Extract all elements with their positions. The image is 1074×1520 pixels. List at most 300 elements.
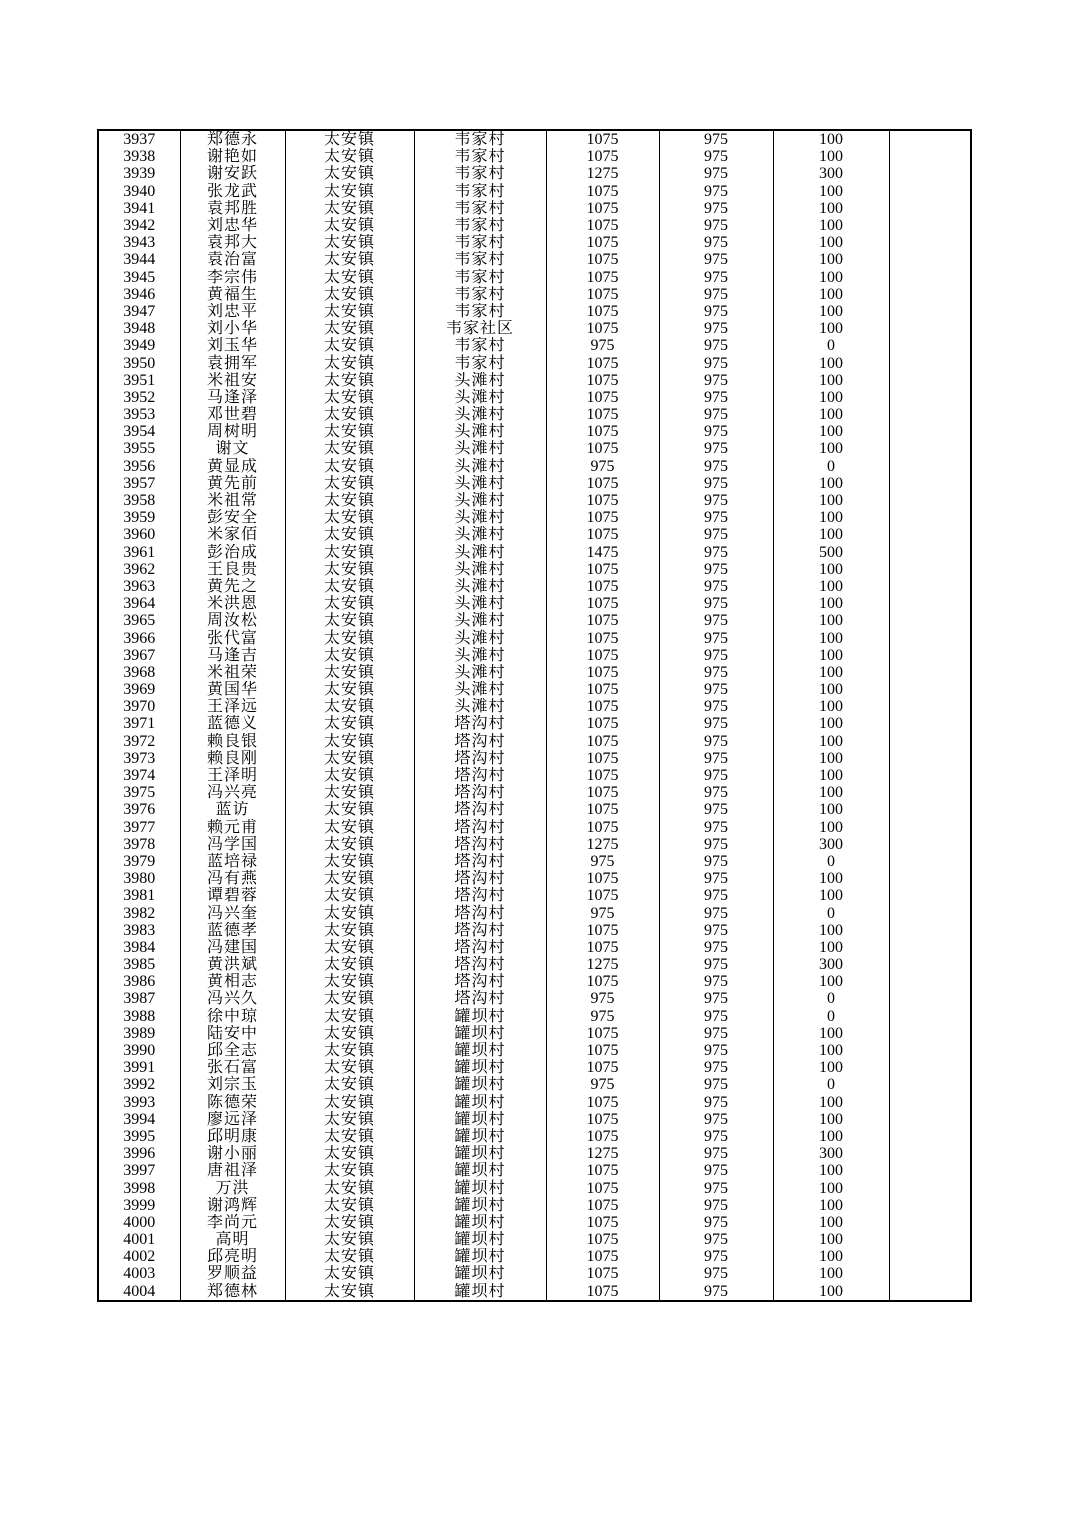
amount-b-cell: 975 [659, 561, 773, 578]
amount-a-cell: 1075 [546, 183, 659, 200]
village-cell: 头滩村 [414, 492, 546, 509]
amount-b-cell: 975 [659, 973, 773, 990]
difference-cell: 100 [773, 1059, 889, 1076]
village-cell: 头滩村 [414, 423, 546, 440]
town-cell: 太安镇 [285, 767, 414, 784]
town-cell: 太安镇 [285, 440, 414, 457]
amount-a-cell: 1075 [546, 269, 659, 286]
amount-a-cell: 1075 [546, 767, 659, 784]
table-row [98, 251, 971, 268]
amount-a-cell: 975 [546, 337, 659, 354]
name-cell: 米祖安 [180, 372, 285, 389]
serial-cell: 3974 [98, 767, 180, 784]
difference-cell: 100 [773, 1248, 889, 1265]
serial-cell: 3978 [98, 836, 180, 853]
village-cell: 罐坝村 [414, 1111, 546, 1128]
difference-cell: 100 [773, 148, 889, 165]
remark-cell [889, 578, 971, 595]
table-row [98, 904, 971, 921]
name-cell: 冯兴亮 [180, 784, 285, 801]
town-cell: 太安镇 [285, 956, 414, 973]
town-cell: 太安镇 [285, 1111, 414, 1128]
town-cell: 太安镇 [285, 544, 414, 561]
difference-cell: 100 [773, 1042, 889, 1059]
name-cell: 郑德永 [180, 130, 285, 148]
name-cell: 赖良银 [180, 733, 285, 750]
village-cell: 韦家村 [414, 354, 546, 371]
difference-cell: 0 [773, 458, 889, 475]
amount-a-cell: 1075 [546, 801, 659, 818]
remark-cell [889, 973, 971, 990]
amount-b-cell: 975 [659, 492, 773, 509]
village-cell: 韦家村 [414, 303, 546, 320]
name-cell: 王泽远 [180, 698, 285, 715]
difference-cell: 100 [773, 819, 889, 836]
name-cell: 冯兴奎 [180, 904, 285, 921]
town-cell: 太安镇 [285, 148, 414, 165]
table-row [98, 836, 971, 853]
table-row [98, 423, 971, 440]
difference-cell: 100 [773, 1111, 889, 1128]
name-cell: 邱全志 [180, 1042, 285, 1059]
serial-cell: 3972 [98, 733, 180, 750]
amount-b-cell: 975 [659, 1231, 773, 1248]
amount-b-cell: 975 [659, 475, 773, 492]
table-row [98, 973, 971, 990]
name-cell: 王泽明 [180, 767, 285, 784]
village-cell: 头滩村 [414, 578, 546, 595]
name-cell: 米洪恩 [180, 595, 285, 612]
table-row [98, 853, 971, 870]
village-cell: 罐坝村 [414, 1197, 546, 1214]
town-cell: 太安镇 [285, 664, 414, 681]
remark-cell [889, 887, 971, 904]
town-cell: 太安镇 [285, 165, 414, 182]
name-cell: 冯有燕 [180, 870, 285, 887]
table-row [98, 130, 971, 148]
amount-a-cell: 1075 [546, 681, 659, 698]
town-cell: 太安镇 [285, 406, 414, 423]
difference-cell: 100 [773, 767, 889, 784]
serial-cell: 3976 [98, 801, 180, 818]
table-row [98, 1059, 971, 1076]
amount-b-cell: 975 [659, 217, 773, 234]
town-cell: 太安镇 [285, 1025, 414, 1042]
remark-cell [889, 767, 971, 784]
town-cell: 太安镇 [285, 1179, 414, 1196]
serial-cell: 3951 [98, 372, 180, 389]
remark-cell [889, 1128, 971, 1145]
village-cell: 韦家村 [414, 269, 546, 286]
remark-cell [889, 389, 971, 406]
amount-a-cell: 1075 [546, 200, 659, 217]
name-cell: 高明 [180, 1231, 285, 1248]
village-cell: 罐坝村 [414, 1179, 546, 1196]
serial-cell: 3940 [98, 183, 180, 200]
village-cell: 罐坝村 [414, 1094, 546, 1111]
remark-cell [889, 1094, 971, 1111]
amount-b-cell: 975 [659, 1162, 773, 1179]
remark-cell [889, 372, 971, 389]
table-row [98, 629, 971, 646]
amount-a-cell: 975 [546, 990, 659, 1007]
amount-b-cell: 975 [659, 939, 773, 956]
amount-b-cell: 975 [659, 853, 773, 870]
amount-a-cell: 975 [546, 904, 659, 921]
remark-cell [889, 904, 971, 921]
difference-cell: 500 [773, 544, 889, 561]
village-cell: 罐坝村 [414, 1214, 546, 1231]
remark-cell [889, 458, 971, 475]
amount-b-cell: 975 [659, 200, 773, 217]
town-cell: 太安镇 [285, 423, 414, 440]
amount-b-cell: 975 [659, 354, 773, 371]
serial-cell: 3979 [98, 853, 180, 870]
table-row [98, 544, 971, 561]
amount-a-cell: 1075 [546, 595, 659, 612]
name-cell: 冯建国 [180, 939, 285, 956]
name-cell: 彭治成 [180, 544, 285, 561]
village-cell: 罐坝村 [414, 1128, 546, 1145]
remark-cell [889, 1231, 971, 1248]
village-cell: 头滩村 [414, 664, 546, 681]
remark-cell [889, 1042, 971, 1059]
name-cell: 袁治富 [180, 251, 285, 268]
serial-cell: 3998 [98, 1179, 180, 1196]
difference-cell: 100 [773, 1214, 889, 1231]
serial-cell: 3938 [98, 148, 180, 165]
remark-cell [889, 286, 971, 303]
amount-a-cell: 1075 [546, 1042, 659, 1059]
village-cell: 头滩村 [414, 629, 546, 646]
amount-a-cell: 1075 [546, 475, 659, 492]
village-cell: 韦家村 [414, 183, 546, 200]
town-cell: 太安镇 [285, 337, 414, 354]
village-cell: 韦家村 [414, 148, 546, 165]
village-cell: 塔沟村 [414, 990, 546, 1007]
town-cell: 太安镇 [285, 475, 414, 492]
remark-cell [889, 200, 971, 217]
remark-cell [889, 303, 971, 320]
town-cell: 太安镇 [285, 853, 414, 870]
village-cell: 头滩村 [414, 475, 546, 492]
town-cell: 太安镇 [285, 320, 414, 337]
name-cell: 米家佰 [180, 526, 285, 543]
remark-cell [889, 939, 971, 956]
serial-cell: 3992 [98, 1076, 180, 1093]
difference-cell: 100 [773, 715, 889, 732]
amount-b-cell: 975 [659, 130, 773, 148]
serial-cell: 4000 [98, 1214, 180, 1231]
village-cell: 罐坝村 [414, 1248, 546, 1265]
remark-cell [889, 183, 971, 200]
village-cell: 韦家社区 [414, 320, 546, 337]
amount-b-cell: 975 [659, 320, 773, 337]
amount-b-cell: 975 [659, 1265, 773, 1282]
remark-cell [889, 629, 971, 646]
town-cell: 太安镇 [285, 251, 414, 268]
remark-cell [889, 148, 971, 165]
village-cell: 头滩村 [414, 526, 546, 543]
town-cell: 太安镇 [285, 389, 414, 406]
amount-b-cell: 975 [659, 440, 773, 457]
amount-a-cell: 1075 [546, 664, 659, 681]
table-row [98, 1094, 971, 1111]
name-cell: 黄相志 [180, 973, 285, 990]
village-cell: 头滩村 [414, 595, 546, 612]
difference-cell: 100 [773, 509, 889, 526]
town-cell: 太安镇 [285, 183, 414, 200]
serial-cell: 3994 [98, 1111, 180, 1128]
amount-b-cell: 975 [659, 612, 773, 629]
name-cell: 廖远泽 [180, 1111, 285, 1128]
town-cell: 太安镇 [285, 870, 414, 887]
name-cell: 谢艳如 [180, 148, 285, 165]
remark-cell [889, 733, 971, 750]
remark-cell [889, 561, 971, 578]
town-cell: 太安镇 [285, 612, 414, 629]
village-cell: 头滩村 [414, 681, 546, 698]
name-cell: 谭碧蓉 [180, 887, 285, 904]
table-row [98, 784, 971, 801]
amount-a-cell: 1275 [546, 165, 659, 182]
remark-cell [889, 1145, 971, 1162]
difference-cell: 300 [773, 956, 889, 973]
amount-b-cell: 975 [659, 647, 773, 664]
difference-cell: 100 [773, 870, 889, 887]
amount-a-cell: 1075 [546, 715, 659, 732]
amount-a-cell: 1075 [546, 750, 659, 767]
town-cell: 太安镇 [285, 492, 414, 509]
difference-cell: 100 [773, 1162, 889, 1179]
village-cell: 塔沟村 [414, 973, 546, 990]
serial-cell: 3967 [98, 647, 180, 664]
serial-cell: 3941 [98, 200, 180, 217]
amount-b-cell: 975 [659, 629, 773, 646]
name-cell: 刘忠华 [180, 217, 285, 234]
serial-cell: 3986 [98, 973, 180, 990]
town-cell: 太安镇 [285, 887, 414, 904]
amount-b-cell: 975 [659, 458, 773, 475]
amount-a-cell: 1475 [546, 544, 659, 561]
name-cell: 冯学国 [180, 836, 285, 853]
serial-cell: 3968 [98, 664, 180, 681]
amount-b-cell: 975 [659, 887, 773, 904]
table-row [98, 1076, 971, 1093]
table-row [98, 1197, 971, 1214]
remark-cell [889, 320, 971, 337]
difference-cell: 100 [773, 183, 889, 200]
town-cell: 太安镇 [285, 836, 414, 853]
difference-cell: 0 [773, 337, 889, 354]
serial-cell: 3970 [98, 698, 180, 715]
amount-a-cell: 1075 [546, 509, 659, 526]
amount-a-cell: 1075 [546, 922, 659, 939]
amount-b-cell: 975 [659, 165, 773, 182]
difference-cell: 100 [773, 647, 889, 664]
difference-cell: 100 [773, 887, 889, 904]
village-cell: 头滩村 [414, 440, 546, 457]
remark-cell [889, 269, 971, 286]
town-cell: 太安镇 [285, 784, 414, 801]
serial-cell: 3955 [98, 440, 180, 457]
serial-cell: 3989 [98, 1025, 180, 1042]
amount-a-cell: 975 [546, 1076, 659, 1093]
serial-cell: 3964 [98, 595, 180, 612]
name-cell: 刘玉华 [180, 337, 285, 354]
amount-a-cell: 1075 [546, 320, 659, 337]
amount-b-cell: 975 [659, 1214, 773, 1231]
amount-b-cell: 975 [659, 870, 773, 887]
remark-cell [889, 956, 971, 973]
amount-b-cell: 975 [659, 303, 773, 320]
amount-a-cell: 1075 [546, 1025, 659, 1042]
difference-cell: 0 [773, 904, 889, 921]
serial-cell: 3991 [98, 1059, 180, 1076]
difference-cell: 100 [773, 217, 889, 234]
name-cell: 王良贵 [180, 561, 285, 578]
remark-cell [889, 1111, 971, 1128]
town-cell: 太安镇 [285, 200, 414, 217]
village-cell: 塔沟村 [414, 853, 546, 870]
amount-a-cell: 1075 [546, 698, 659, 715]
serial-cell: 3983 [98, 922, 180, 939]
amount-b-cell: 975 [659, 698, 773, 715]
amount-a-cell: 1075 [546, 1197, 659, 1214]
name-cell: 米祖常 [180, 492, 285, 509]
serial-cell: 3969 [98, 681, 180, 698]
amount-b-cell: 975 [659, 733, 773, 750]
amount-a-cell: 1075 [546, 148, 659, 165]
name-cell: 张石富 [180, 1059, 285, 1076]
difference-cell: 0 [773, 990, 889, 1007]
difference-cell: 100 [773, 130, 889, 148]
table-row [98, 337, 971, 354]
difference-cell: 100 [773, 423, 889, 440]
amount-b-cell: 975 [659, 1076, 773, 1093]
town-cell: 太安镇 [285, 595, 414, 612]
name-cell: 黄先之 [180, 578, 285, 595]
amount-a-cell: 1075 [546, 819, 659, 836]
remark-cell [889, 664, 971, 681]
town-cell: 太安镇 [285, 1231, 414, 1248]
village-cell: 塔沟村 [414, 939, 546, 956]
amount-a-cell: 1075 [546, 234, 659, 251]
serial-cell: 3948 [98, 320, 180, 337]
town-cell: 太安镇 [285, 578, 414, 595]
name-cell: 赖良刚 [180, 750, 285, 767]
remark-cell [889, 440, 971, 457]
difference-cell: 100 [773, 1179, 889, 1196]
name-cell: 陆安中 [180, 1025, 285, 1042]
remark-cell [889, 1162, 971, 1179]
village-cell: 塔沟村 [414, 956, 546, 973]
table-row [98, 1145, 971, 1162]
serial-cell: 3993 [98, 1094, 180, 1111]
serial-cell: 3996 [98, 1145, 180, 1162]
table-row [98, 612, 971, 629]
table-row [98, 870, 971, 887]
remark-cell [889, 1214, 971, 1231]
amount-a-cell: 1075 [546, 784, 659, 801]
amount-b-cell: 975 [659, 1042, 773, 1059]
table-row [98, 801, 971, 818]
serial-cell: 3959 [98, 509, 180, 526]
difference-cell: 100 [773, 354, 889, 371]
amount-a-cell: 975 [546, 458, 659, 475]
serial-cell: 4003 [98, 1265, 180, 1282]
name-cell: 郑德林 [180, 1283, 285, 1301]
amount-b-cell: 975 [659, 372, 773, 389]
table-row [98, 148, 971, 165]
name-cell: 张龙武 [180, 183, 285, 200]
town-cell: 太安镇 [285, 372, 414, 389]
village-cell: 塔沟村 [414, 887, 546, 904]
table-row [98, 389, 971, 406]
amount-a-cell: 1075 [546, 1265, 659, 1282]
difference-cell: 100 [773, 303, 889, 320]
village-cell: 罐坝村 [414, 1008, 546, 1025]
table-row [98, 922, 971, 939]
difference-cell: 100 [773, 801, 889, 818]
table-row [98, 269, 971, 286]
name-cell: 周汝松 [180, 612, 285, 629]
difference-cell: 100 [773, 629, 889, 646]
serial-cell: 3981 [98, 887, 180, 904]
village-cell: 罐坝村 [414, 1283, 546, 1301]
name-cell: 周树明 [180, 423, 285, 440]
serial-cell: 3945 [98, 269, 180, 286]
amount-b-cell: 975 [659, 234, 773, 251]
name-cell: 蓝访 [180, 801, 285, 818]
name-cell: 刘忠平 [180, 303, 285, 320]
amount-b-cell: 975 [659, 819, 773, 836]
amount-a-cell: 1075 [546, 1094, 659, 1111]
amount-a-cell: 1075 [546, 939, 659, 956]
table-row [98, 1128, 971, 1145]
town-cell: 太安镇 [285, 698, 414, 715]
village-cell: 罐坝村 [414, 1265, 546, 1282]
remark-cell [889, 1025, 971, 1042]
amount-a-cell: 1075 [546, 887, 659, 904]
town-cell: 太安镇 [285, 1197, 414, 1214]
village-cell: 罐坝村 [414, 1076, 546, 1093]
amount-a-cell: 1075 [546, 389, 659, 406]
difference-cell: 100 [773, 200, 889, 217]
serial-cell: 3952 [98, 389, 180, 406]
table-row [98, 320, 971, 337]
amount-b-cell: 975 [659, 1059, 773, 1076]
name-cell: 黄显成 [180, 458, 285, 475]
remark-cell [889, 130, 971, 148]
name-cell: 刘宗玉 [180, 1076, 285, 1093]
amount-a-cell: 1075 [546, 372, 659, 389]
table-row [98, 939, 971, 956]
amount-b-cell: 975 [659, 269, 773, 286]
village-cell: 头滩村 [414, 698, 546, 715]
amount-a-cell: 1075 [546, 1059, 659, 1076]
difference-cell: 100 [773, 1265, 889, 1282]
remark-cell [889, 715, 971, 732]
town-cell: 太安镇 [285, 819, 414, 836]
table-row [98, 200, 971, 217]
amount-a-cell: 1075 [546, 647, 659, 664]
difference-cell: 100 [773, 251, 889, 268]
town-cell: 太安镇 [285, 561, 414, 578]
village-cell: 韦家村 [414, 337, 546, 354]
town-cell: 太安镇 [285, 1214, 414, 1231]
town-cell: 太安镇 [285, 801, 414, 818]
